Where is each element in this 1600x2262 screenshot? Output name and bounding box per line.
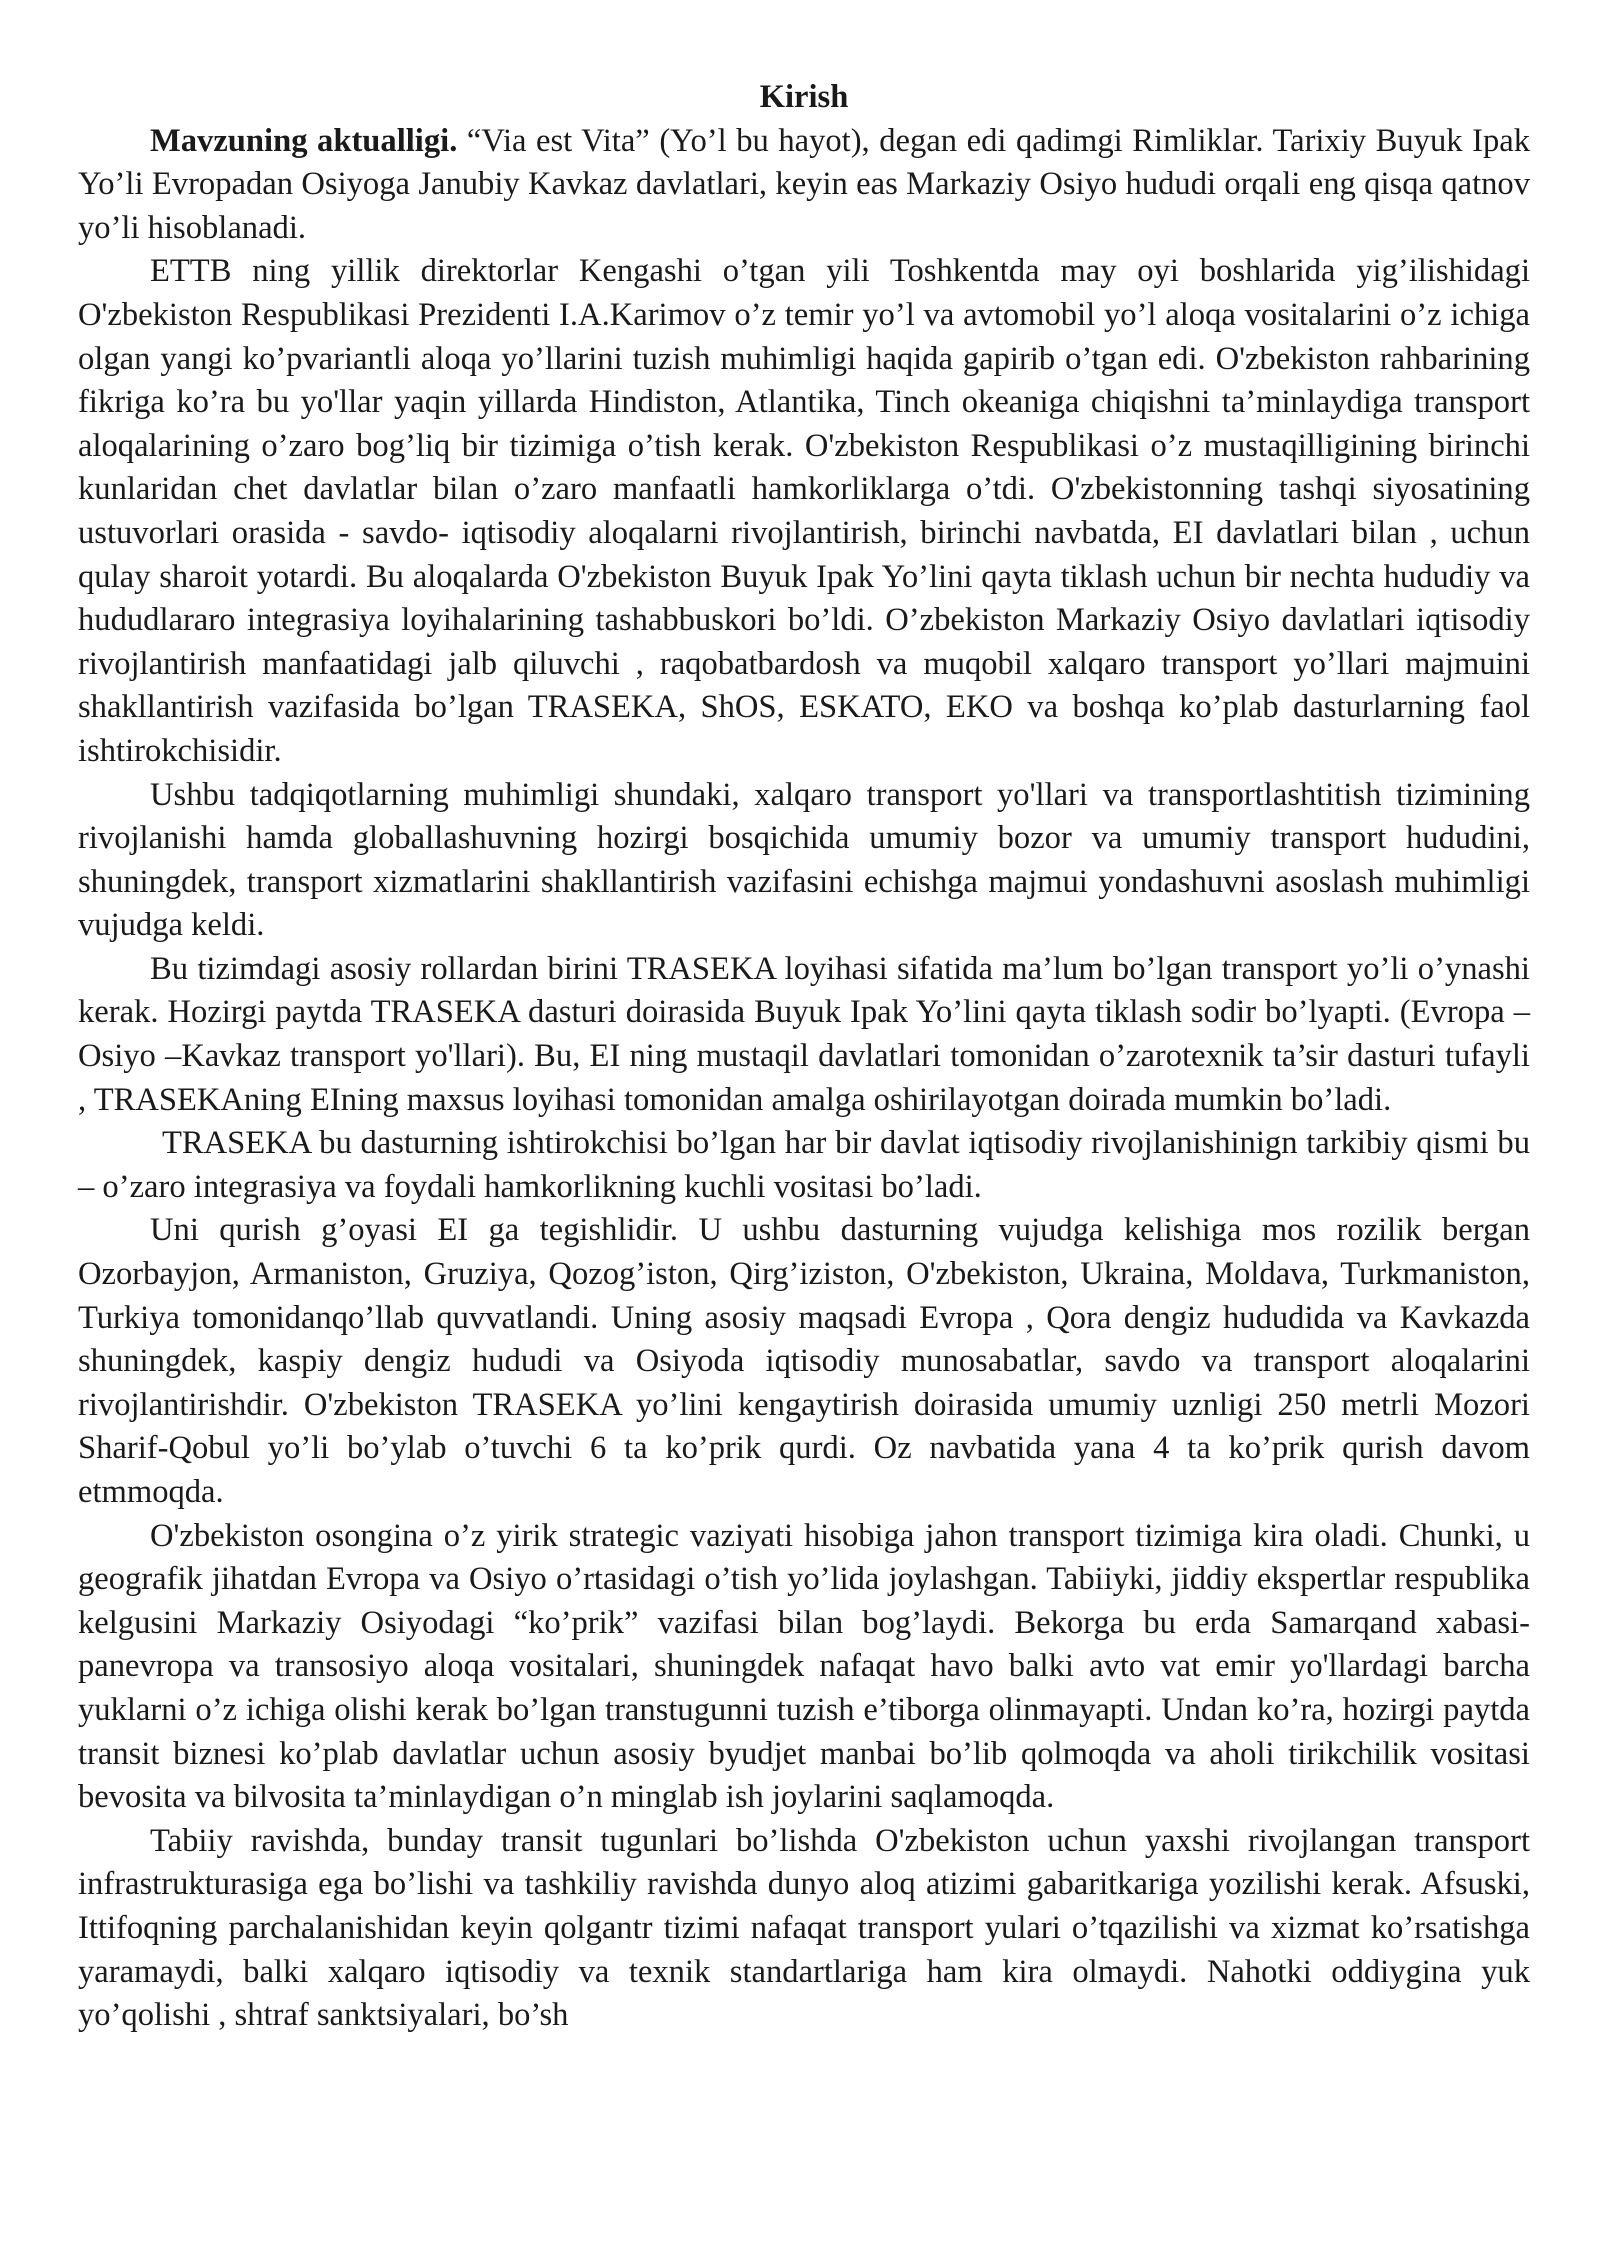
paragraph-lead: Mavzuning aktualligi. (150, 122, 458, 159)
paragraph-actuality (78, 120, 1530, 251)
paragraph-research-importance: Ushbu tadqiqotlarning muhimligi shundaki, xalqaro transport yo'llari va transportlashtitish tizimining rivojlanishi hamda globallashuvning hozirgi bosqichida umumiy bozor va umumiy transport hududini, shuningdek, transport xizmatlarini shakllantirish vazifasini echishga majmui yondashuvni asoslash muhimligi vujudga keldi. (78, 776, 1530, 944)
paragraph-ei-idea: Uni qurish g’oyasi EI ga tegishlidir. U ushbu dasturning vujudga kelishiga mos rozilik bergan Ozorbayjon, Armaniston, Gruziya, Qozog’iston, Qirg’iziston, O'zbekiston, Ukraina, Moldava, Turkmaniston, Turkiya tomonidanqo’llab quvvatlandi. Uning asosiy maqsadi Evropa , Qora dengiz hududida va Kavkazda shuningdek, kaspiy dengiz hududi va Osiyoda iqtisodiy munosabatlar, savdo va transport aloqalarini rivojlantirishdir. O'zbekiston TRASEKA yo’lini kengaytirish doirasida umumiy uznligi 250 metrli Mozori Sharif-Qobul yo’li bo’ylab o’tuvchi 6 ta ko’prik qurdi. Oz navbatida yana 4 ta ko’prik qurish davom etmmoqda. (78, 1212, 1530, 1510)
paragraph-text: “Via est Vita” (Yo’l bu hayot), degan edi qadimgi Rimliklar. Tarixiy Buyuk Ipak Yo’li Evropadan Osiyoga Janubiy Kavkaz davlatlari, keyin eas Markaziy Osiyo hududi orqali eng qisqa qatnov yo’li hisoblanadi. (78, 122, 1530, 246)
paragraph-transit-nodes: Tabiiy ravishda, bunday transit tugunlari bo’lishda O'zbekiston uchun yaxshi rivojlangan transport infrastrukturasiga ega bo’lishi va tashkiliy ravishda dunyo aloq atizimi gabaritkariga yozilishi kerak. Afsuski, Ittifoqning parchalanishidan keyin qolgantr tizimi nafaqat transport yulari o’tqazilishi va xizmat ko’rsatishga yaramaydi, balki xalqaro iqtisodiy va texnik standartlariga ham kira olmaydi. Nahotki oddiygina yuk yo’qolishi , shtraf sanktsiyalari, bo’sh (78, 1822, 1530, 2034)
paragraph-ettb: ETTB ning yillik direktorlar Kengashi o’tgan yili Toshkentda may oyi boshlarida yig’ilishidagi O'zbekiston Respublikasi Prezidenti I.A.Karimov o’z temir yo’l va avtomobil yo’l aloqa vositalarini o’z ichiga olgan yangi ko’pvariantli aloqa yo’llarini tuzish muhimligi haqida gapirib o’tgan edi. O'zbekiston rahbarining fikriga ko’ra bu yo'llar yaqin yillarda Hindiston, Atlantika, Tinch okeaniga chiqishni ta’minlaydiga transport aloqalarining o’zaro bog’liq bir tizimiga o’tish kerak. O'zbekiston Respublikasi o’z mustaqilligining birinchi kunlaridan chet davlatlar bilan o’zaro manfaatli hamkorliklarga o’tdi. O'zbekistonning tashqi siyosatining ustuvorlari orasida - savdo- iqtisodiy aloqalarni rivojlantirish, birinchi navbatda, EI davlatlari bilan , uchun qulay sharoit yotardi. Bu aloqalarda O'zbekiston Buyuk Ipak Yo’lini qayta tiklash uchun bir nechta hududiy va hududlararo integrasiya loyihalarining tashabbuskori bo’ldi. O’zbekiston Markaziy Osiyo davlatlari iqtisodiy rivojlantirish manfaatidagi jalb qiluvchi , raqobatbardosh va muqobil xalqaro transport yo’llari majmuini shakllantirish vazifasida bo’lgan TRASEKA, ShOS, ESKATO, EKO va boshqa ko’plab dasturlarning faol ishtirokchisidir. (78, 253, 1530, 769)
paragraph-traseka-role: Bu tizimdagi asosiy rollardan birini TRASEKA loyihasi sifatida ma’lum bo’lgan transport yo’li o’ynashi kerak. Hozirgi paytda TRASEKA dasturi doirasida Buyuk Ipak Yo’lini qayta tiklash sodir bo’lyapti. (Evropa –Osiyo –Kavkaz transport yo'llari). Bu, EI ning mustaqil davlatlari tomonidan o’zarotexnik ta’sir dasturi tufayli , TRASEKAning EIning maxsus loyihasi tomonidan amalga oshirilayotgan doirada mumkin bo’ladi. (78, 950, 1530, 1118)
paragraph-strategic-position: O'zbekiston osongina o’z yirik strategic vaziyati hisobiga jahon transport tizimiga kira oladi. Chunki, u geografik jihatdan Evropa va Osiyo o’rtasidagi o’tish yo’lida joylashgan. Tabiiyki, jiddiy ekspertlar respublika kelgusini Markaziy Osiyodagi “ko’prik” vazifasi bilan bog’laydi. Bekorga bu erda Samarqand xabasi- panevropa va transosiyo aloqa vositalari, shuningdek nafaqat havo balki avto vat emir yo'llardagi barcha yuklarni o’z ichiga olishi kerak bo’lgan transtugunni tuzish e’tiborga olinmayapti. Undan ko’ra, hozirgi paytda transit biznesi ko’plab davlatlar uchun asosiy byudjet manbai bo’lib qolmoqda va aholi tirikchilik vositasi bevosita va bilvosita ta’minlaydigan o’n minglab ish joylarini saqlamoqda. (78, 1517, 1530, 1816)
page-title: Kirish (759, 79, 849, 115)
paragraph-traseka-integration: TRASEKA bu dasturning ishtirokchisi bo’lgan har bir davlat iqtisodiy rivojlanishinign tarkibiy qismi bu – o’zaro integrasiya va foydali hamkorlikning kuchli vositasi bo’ladi. (78, 1125, 1530, 1205)
